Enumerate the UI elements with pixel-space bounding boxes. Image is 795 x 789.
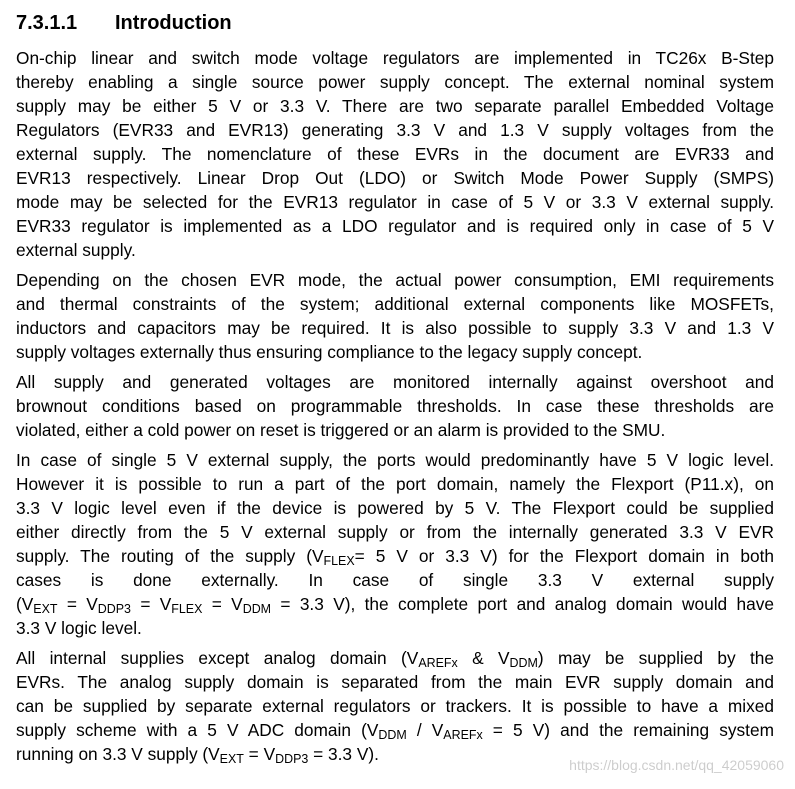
text-line: cases is done externally. In case of single 3.3 V external supply	[16, 570, 774, 590]
text-line: 3.3 V logic level even if the device is powered by 5 V. The Flexport could be supplied	[16, 498, 774, 518]
text-line: 3.3 V logic level.	[16, 618, 142, 638]
text-line: either directly from the 5 V external supply or from the internally generated 3.3 V EVR	[16, 522, 774, 542]
text-line: All internal supplies except analog domain ($V_{AREFx}$ & $V_{DDM}$) may be supplied by the	[16, 648, 775, 671]
text-line: thereby enabling a single source power supply concept. The external nominal system	[16, 72, 774, 92]
text-line: Depending on the chosen EVR mode, the actual power consumption, EMI requirements	[16, 270, 774, 290]
text-line: mode may be selected for the EVR13 regulator in case of 5 V or 3.3 V external supply.	[16, 192, 774, 212]
text-line: brownout conditions based on programmable thresholds. In case these thresholds are	[16, 396, 774, 416]
text-line: EVR13 respectively. Linear Drop Out (LDO) or Switch Mode Power Supply (SMPS)	[16, 168, 774, 188]
document-page	[16, 0, 774, 766]
paragraph-4	[16, 448, 774, 640]
text-line: On-chip linear and switch mode voltage regulators are implemented in TC26x B-Step	[16, 48, 774, 68]
text-line: supply voltages externally thus ensuring compliance to the legacy supply concept.	[16, 342, 643, 362]
section-number: 7.3.1.1	[16, 12, 78, 34]
text-line: violated, either a cold power on reset is triggered or an alarm is provided to the SMU.	[16, 420, 666, 440]
text-line: external supply. The nomenclature of these EVRs in the document are EVR33 and	[16, 144, 774, 164]
text-line: running on 3.3 V supply ($V_{EXT} = V_{DDP3} = 3.3$ V).	[16, 744, 379, 767]
text-line: EVR33 regulator is implemented as a LDO regulator and is required only in case of 5 V	[16, 216, 774, 236]
watermark: https://blog.csdn.net/qq_42059060	[569, 757, 784, 773]
text-line: and thermal constraints of the system; additional external components like MOSFETs,	[16, 294, 774, 314]
text-line: supply scheme with a 5 V ADC domain ($V_{DDM} / V_{AREFx} = 5$ V) and the remaining system	[16, 720, 774, 743]
paragraph-1	[16, 46, 774, 262]
text-line: can be supplied by separate external regulators or trackers. It is possible to have a mixed	[16, 696, 774, 716]
text-line: EVRs. The analog supply domain is separated from the main EVR supply domain and	[16, 672, 774, 692]
text-line: However it is possible to run a part of the port domain, namely the Flexport (P11.x), on	[16, 474, 774, 494]
section-heading	[16, 10, 774, 36]
paragraph-2	[16, 268, 774, 364]
text-line: external supply.	[16, 240, 136, 260]
text-line: ($V_{EXT} = V_{DDP3} = V_{FLEX} = V_{DDM} = 3.3$ V), the complete port and analog domain would have	[16, 594, 774, 617]
text-line: Regulators (EVR33 and EVR13) generating 3.3 V and 1.3 V supply voltages from the	[16, 120, 774, 140]
text-line: supply. The routing of the supply ($V_{FLEX}= 5$ V or 3.3 V) for the Flexport domain in both	[16, 546, 775, 569]
text-line: inductors and capacitors may be required. It is also possible to supply 3.3 V and 1.3 V	[16, 318, 774, 338]
text-line: In case of single 5 V external supply, the ports would predominantly have 5 V logic level.	[16, 450, 774, 470]
paragraph-3	[16, 370, 774, 442]
paragraph-5	[16, 646, 774, 766]
text-line: supply may be either 5 V or 3.3 V. There are two separate parallel Embedded Voltage	[16, 96, 774, 116]
text-line: All supply and generated voltages are monitored internally against overshoot and	[16, 372, 774, 392]
section-title: Introduction	[115, 12, 232, 34]
